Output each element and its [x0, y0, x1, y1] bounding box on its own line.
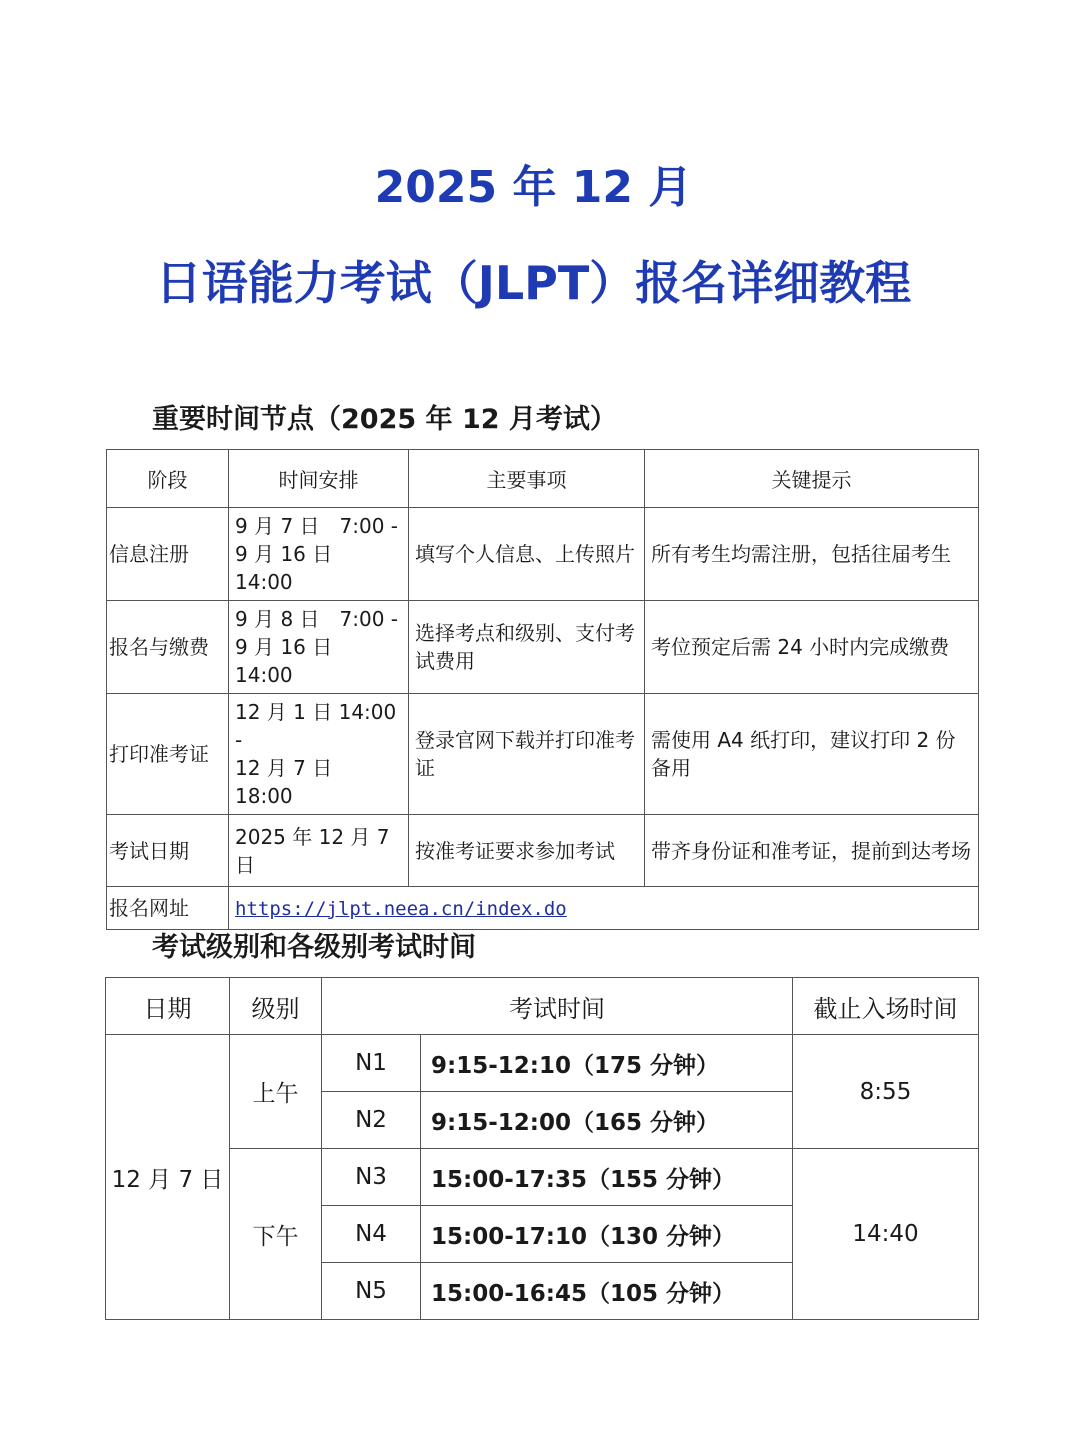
time-line: 9 月 16 日 14:00 [235, 635, 353, 687]
header-time: 时间安排 [229, 450, 409, 508]
time-cell [229, 601, 409, 694]
stage-cell: 打印准考证 [107, 694, 229, 815]
morning-cell: 上午 [230, 1035, 322, 1149]
header-exam-time: 考试时间 [322, 978, 793, 1035]
tip-cell: 考位预定后需 24 小时内完成缴费 [645, 601, 979, 694]
tip-cell: 所有考生均需注册，包括往届考生 [645, 508, 979, 601]
time-cell [229, 508, 409, 601]
exam-time-cell: 15:00-17:10（130 分钟） [421, 1206, 793, 1263]
table-row [106, 1149, 979, 1206]
time-line: 12 月 1 日 14:00 - [235, 700, 397, 752]
afternoon-cutoff-cell: 14:40 [793, 1149, 979, 1320]
level-cell: N1 [322, 1035, 421, 1092]
level-cell: N5 [322, 1263, 421, 1320]
table-row [107, 508, 979, 601]
page-title-year: 2025 年 12 月 [374, 162, 693, 213]
url-row [107, 887, 979, 930]
exam-date-cell: 12 月 7 日 [106, 1035, 230, 1320]
header-stage: 阶段 [107, 450, 229, 508]
levels-header-row [106, 978, 979, 1035]
level-cell: N4 [322, 1206, 421, 1263]
tip-cell: 需使用 A4 纸打印，建议打印 2 份备用 [645, 694, 979, 815]
header-cutoff: 截止入场时间 [793, 978, 979, 1035]
tip-cell: 带齐身份证和准考证，提前到达考场 [645, 815, 979, 887]
time-line: 9 月 8 日 7:00 - [235, 607, 399, 631]
time-line: 12 月 7 日 18:00 [235, 756, 353, 808]
header-date: 日期 [106, 978, 230, 1035]
time-line: 9 月 16 日 14:00 [235, 542, 353, 594]
level-cell: N3 [322, 1149, 421, 1206]
time-cell: 2025 年 12 月 7 日 [229, 815, 409, 887]
url-cell [229, 887, 979, 930]
registration-link[interactable]: https://jlpt.neea.cn/index.do [235, 897, 567, 920]
schedule-table [106, 449, 979, 930]
exam-time-cell: 9:15-12:10（175 分钟） [421, 1035, 793, 1092]
table-row [106, 1035, 979, 1092]
page-title: 日语能力考试（JLPT）报名详细教程 [155, 256, 912, 310]
levels-table [105, 977, 979, 1320]
task-cell: 填写个人信息、上传照片 [409, 508, 645, 601]
time-line: 9 月 7 日 7:00 - [235, 514, 399, 538]
task-cell: 选择考点和级别、支付考试费用 [409, 601, 645, 694]
header-tip: 关键提示 [645, 450, 979, 508]
header-level: 级别 [230, 978, 322, 1035]
exam-time-cell: 15:00-17:35（155 分钟） [421, 1149, 793, 1206]
stage-cell: 信息注册 [107, 508, 229, 601]
task-cell: 登录官网下载并打印准考证 [409, 694, 645, 815]
exam-time-cell: 9:15-12:00（165 分钟） [421, 1092, 793, 1149]
levels-heading: 考试级别和各级别考试时间 [152, 932, 476, 963]
table-row [107, 815, 979, 887]
time-cell [229, 694, 409, 815]
url-label: 报名网址 [107, 887, 229, 930]
header-task: 主要事项 [409, 450, 645, 508]
schedule-header-row [107, 450, 979, 508]
afternoon-cell: 下午 [230, 1149, 322, 1320]
table-row [107, 601, 979, 694]
stage-cell: 考试日期 [107, 815, 229, 887]
table-row [107, 694, 979, 815]
exam-time-cell: 15:00-16:45（105 分钟） [421, 1263, 793, 1320]
level-cell: N2 [322, 1092, 421, 1149]
task-cell: 按准考证要求参加考试 [409, 815, 645, 887]
stage-cell: 报名与缴费 [107, 601, 229, 694]
schedule-heading: 重要时间节点（2025 年 12 月考试） [152, 404, 617, 435]
morning-cutoff-cell: 8:55 [793, 1035, 979, 1149]
